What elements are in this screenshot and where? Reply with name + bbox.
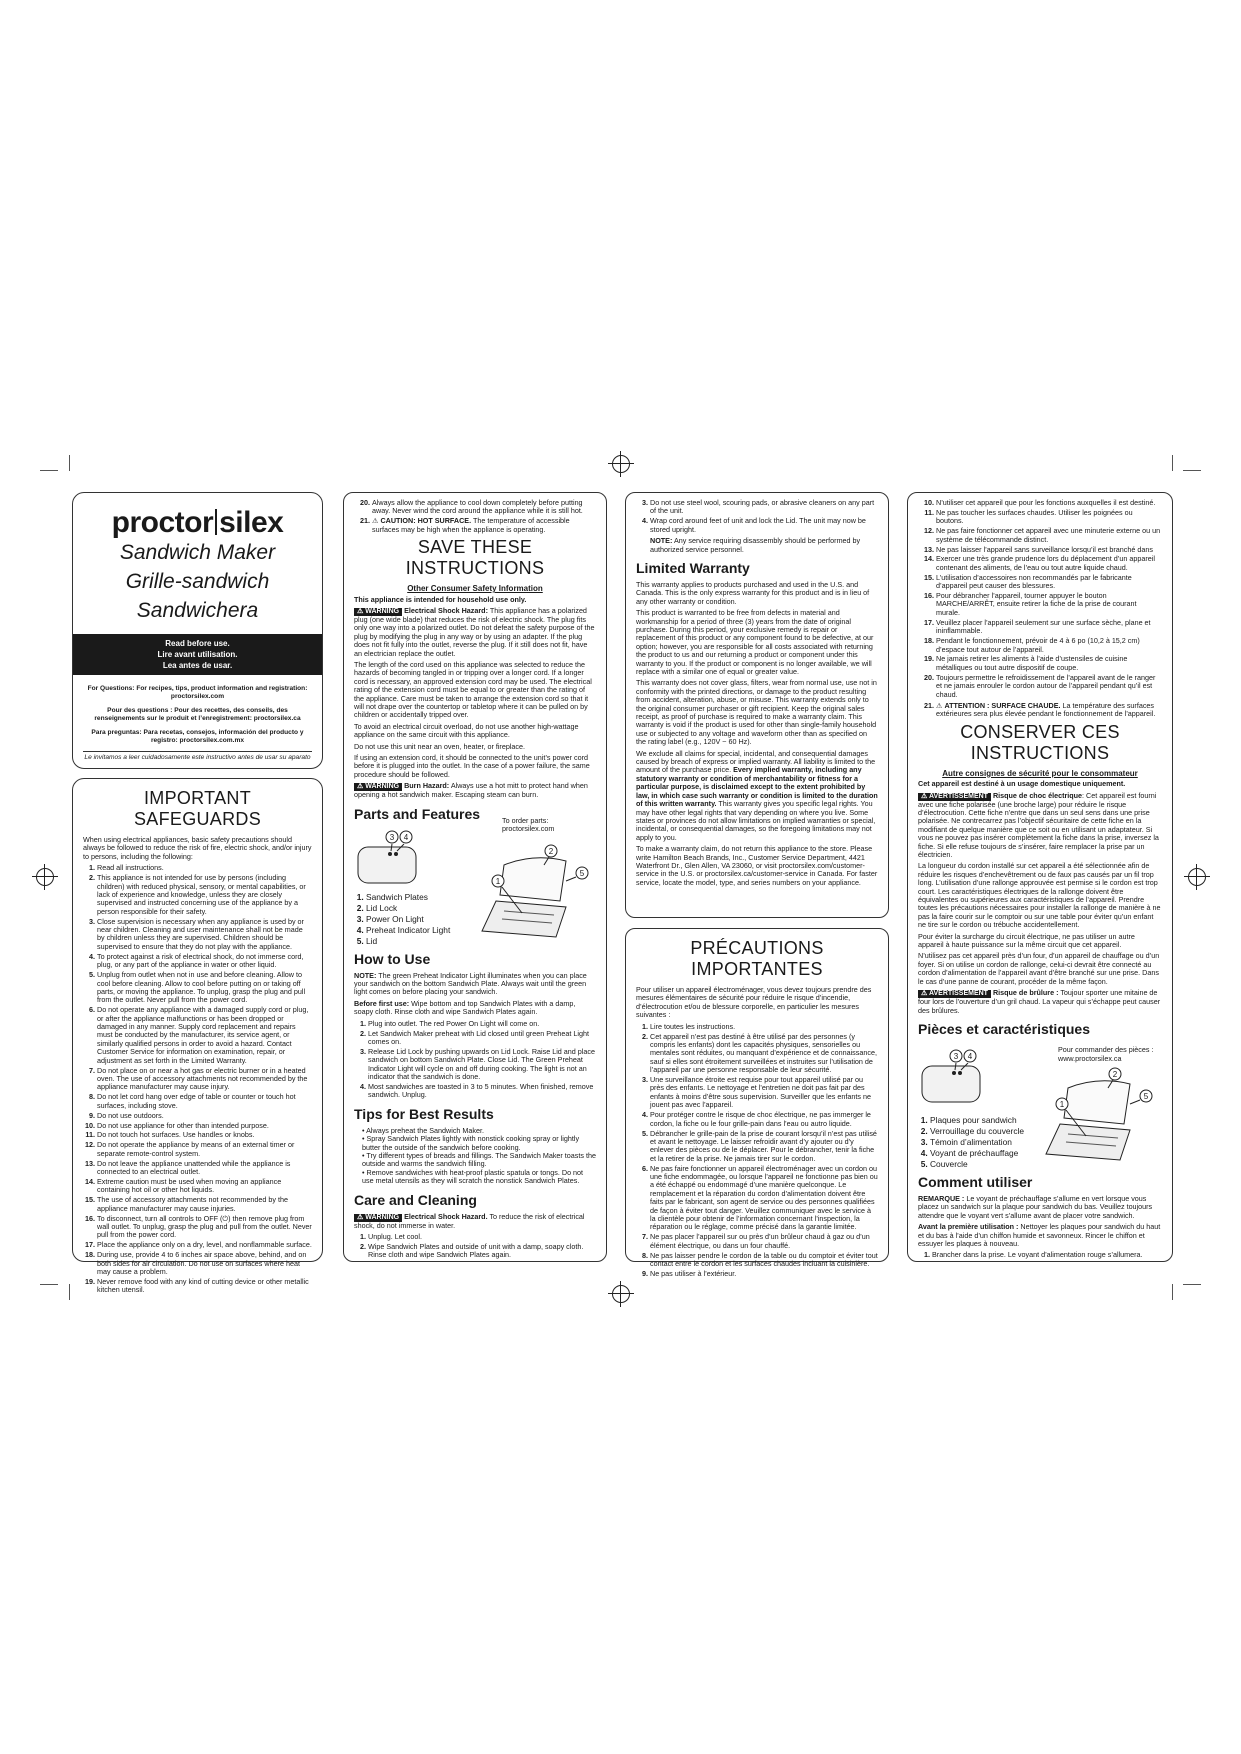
part-item-fr: 5. Couvercle (930, 1160, 1024, 1170)
part-item: 3. Power On Light (366, 915, 450, 925)
care-step: 4. Wrap cord around feet of unit and lock the Lid. The unit may now be stored upright. (650, 517, 878, 534)
hot-surface-text: The temperature of accessible surfaces may be high when the appliance is operating. (372, 516, 570, 534)
care-warning-text: To reduce the risk of electrical shock, do not immerse in water. (354, 1211, 585, 1230)
safeguard-item: 6. Do not operate any appliance with a damaged supply cord or plug, or after the appliance malfunctions or has been dropped or damaged in any manner. Supply cord replacement and repairs must be conducted by the manufacturer, its service agent, or similarly qualified persons in order to avoid a hazard. Contact Customer Service for information on examination, repair, or adjustment as set forth in the Limited Warranty. (97, 1006, 312, 1065)
warranty-p4a: We exclude all claims for special, incidental, and consequential damages caused by breach of express or implied warranty. All liability is limited to the amount of the purchase price. (636, 748, 876, 775)
hot-surface-icon: ⚠ (372, 516, 379, 526)
precautions-intro: Pour utiliser un appareil électroménager, vous devez toujours prendre des mesures élémentaires de sécurité pour réduire le risque d’incendie, d’électrocution et/ou de blessure corporelle, en particulier les mesures suivantes : (636, 985, 872, 1020)
shock-hazard-label: Electrical Shock Hazard: (404, 605, 488, 615)
tips-list (354, 1127, 596, 1186)
shock-hazard-text: This appliance has a polarized plug (one wide blade) that reduces the risk of electric shock. The plug fits only one way into a polarized outlet. Do not defeat the safety purpose of the plug by modifying the plug in any way or by using an adapter. If the plug does not fit fully into the outlet, reverse the plug. If it still does not fit, have an electrician replace the outlet. (354, 605, 595, 658)
tip-item: • Always preheat the Sandwich Maker. (362, 1127, 596, 1135)
conserver-title: CONSERVER CES INSTRUCTIONS (960, 721, 1120, 763)
safeguard-item-21 (372, 517, 596, 534)
how-to-steps (354, 1020, 596, 1100)
warranty-p4 (636, 750, 878, 842)
read-before-use-banner (73, 634, 322, 675)
precaution-item: 19. Ne jamais retirer les aliments à l’aide d’ustensiles de cuisine métalliques ou tout autre dispositif de coupe. (936, 655, 1162, 672)
precaution-item: 10. N’utiliser cet appareil que pour les fonctions auxquelles il est destiné. (936, 499, 1162, 507)
first-use-paragraph (354, 1000, 596, 1017)
safeguard-item: 3. Close supervision is necessary when any appliance is used by or near children. Cleaning and user maintenance shall not be made by children unless they are supervised. Children should be supervised to ensure that they do not play with the appliance. (97, 918, 312, 952)
base-plate-drawing (1046, 1124, 1130, 1160)
parts-diagram-fr (918, 1042, 1162, 1168)
precaution-item: 8. Ne pas laisser pendre le cordon de la table ou du comptoir et éviter tout contact entre le cordon et les surfaces chaudes incluant la cuisinière. (650, 1252, 878, 1269)
order-parts-url-fr[interactable]: www.proctorsilex.ca (1058, 1053, 1122, 1063)
preheat-light-drawing (394, 852, 398, 856)
warning-badge: ⚠ WARNING (354, 783, 402, 791)
spanish-note: Le invitamos a leer cuidadosamente este instructivo antes de usar su aparato (83, 751, 312, 762)
service-note (636, 537, 878, 554)
step-item: 3. Release Lid Lock by pushing upwards on Lid Lock. Raise Lid and place sandwich on bottom Sandwich Plate. Close Lid. The Green Preheat Indicator Light will cycle on and off during cooking. The light is not an indicator that the sandwich is done. (368, 1048, 596, 1082)
closed-unit-drawing (922, 1066, 980, 1102)
part-item-fr: 1. Plaques pour sandwich (930, 1116, 1024, 1126)
preheat-light-drawing (958, 1071, 962, 1075)
brand-right: silex (219, 506, 284, 539)
part-item-fr: 2. Verrouillage du couvercle (930, 1127, 1024, 1137)
remarque-text: Le voyant de préchauffage s’allume en vert lorsque vous placez un sandwich sur la plaque pour sandwich du bas. Veuillez toujours attendre que le voyant vert s’allume avant de placer votre sandwich. (918, 1193, 1153, 1220)
hot-surface-label-fr: ATTENTION : SURFACE CHAUDE. (944, 700, 1061, 710)
safeguard-item: 5. Unplug from outlet when not in use and before cleaning. Allow to cool before cleaning. Allow to cool before putting on or taking off parts, or moving the appliance. To unplug, grasp the plug and pull from the outlet. Never pull from the power cord. (97, 971, 312, 1005)
precaution-item: 9. Ne pas utiliser à l’extérieur. (650, 1270, 878, 1278)
part-item-fr: 4. Voyant de préchauffage (930, 1149, 1024, 1159)
tips-title: Tips for Best Results (354, 1105, 494, 1122)
precaution-item: 15. L’utilisation d’accessoires non recommandés par le fabricante d’appareil peut causer des blessures. (936, 574, 1162, 591)
base-plate-drawing (482, 901, 566, 937)
precaution-item: 3. Une surveillance étroite est requise pour tout appareil utilisé par ou près des enfants. Le nettoyage et l’entretien ne doit pas fait par des enfants à moins d’être sous supervision. Surveiller que les enfants ne jouent pas avec l’appareil. (650, 1076, 878, 1110)
power-light-drawing (388, 852, 392, 856)
precaution-item: 12. Ne pas faire fonctionner cet appareil avec une minuterie externe ou un système de télécommande distinct. (936, 527, 1162, 544)
questions-es: Para preguntas: Para recetas, consejos, información del producto y registro: proctorsilex.com.mx (91, 729, 304, 744)
other-safety-title: Other Consumer Safety Information (407, 584, 543, 594)
safeguards-intro: When using electrical appliances, basic safety precautions should always be followed to reduce the risk of fire, electric shock, and/or injury to persons, including the following: (83, 835, 312, 861)
safeguard-item: 7. Do not place on or near a hot gas or electric burner or in a heated oven. The use of accessory attachments not recommended by the appliance manufacturer may cause injury. (97, 1067, 312, 1092)
warning-badge: ⚠ WARNING (354, 608, 402, 616)
precaution-item: 4. Pour protéger contre le risque de choc électrique, ne pas immerger le cordon, la fiche ou le four grille-pain dans l’eau ou autro liquide. (650, 1111, 878, 1128)
registration-mark (36, 868, 54, 886)
safeguard-item: 17. Place the appliance only on a dry, level, and nonflammable surface. (97, 1241, 312, 1249)
how-to-steps-fr (918, 1251, 1162, 1259)
pieces-title: Pièces et caractéristiques (918, 1020, 1090, 1037)
warranty-p5: To make a warranty claim, do not return this appliance to the store. Please write Hamilton Beach Brands, Inc., Customer Service Department, 4421 Waterfront Dr., Glen Allen, VA 23060, or visit proctorsilex.com/customer-service in the U.S. or proctorsilex.ca/customer-service in Canada. For faster service, locate the model, type, and series numbers on your appliance. (636, 844, 878, 887)
safeguard-item: 9. Do not use outdoors. (97, 1112, 312, 1120)
warning-label: WARNING (365, 783, 400, 791)
first-use-text-fr: Nettoyer les plaques pour sandwich du haut et du bas à l’aide d’un chiffon humide et savonneux. Rincer le chiffon et essuyer les plaques à nouveau. (918, 1222, 1161, 1248)
callout-5-label: 5 (579, 868, 585, 878)
precaution-item: 1. Lire toutes les instructions. (650, 1023, 878, 1031)
callout-4-label: 4 (967, 1051, 973, 1061)
precaution-item: 7. Ne pas placer l’appareil sur ou près d’un brûleur chaud à gaz ou d’un élément électrique, ou dans un four chauffé. (650, 1233, 878, 1250)
care-steps-continued (636, 499, 878, 534)
callout-5-label: 5 (1143, 1091, 1149, 1101)
safeguards-continued (354, 499, 596, 534)
crop-mark (40, 470, 58, 471)
closed-unit-drawing (358, 847, 416, 883)
near-heat-paragraph-fr: N’utilisez pas cet appareil près d’un four, d’un appareil de chauffage ou d’un foyer. Si on utilise un cordon de rallonge, celui-ci devrait être connecté au cordon d’alimentation de l’appareil avant d’être branché sur une prise. Dans le cas d’une panne de courant, procéder de la même façon. (918, 951, 1160, 986)
warranty-title: Limited Warranty (636, 559, 750, 576)
questions-fr: Pour des questions : Pour des recettes, des conseils, des renseignements sur le produit et l’enregistrement: proctorsilex.ca (94, 707, 301, 722)
part-item: 5. Lid (366, 937, 450, 947)
warning-label-fr: AVERTISSEMENT (928, 990, 988, 998)
safeguard-item: 8. Do not let cord hang over edge of table or counter or touch hot surfaces, including stove. (97, 1093, 312, 1110)
open-lid-drawing (500, 857, 566, 900)
tip-item: • Spray Sandwich Plates lightly with nonstick cooking spray or lightly butter the outside of the sandwich before cooking. (362, 1135, 596, 1152)
care-steps (354, 1233, 596, 1260)
instructions-panel-en (343, 492, 607, 1262)
callout-2-label: 2 (548, 846, 554, 856)
read-en: Read before use. (165, 639, 230, 648)
burn-label-fr: Risque de brûlure : (992, 988, 1059, 998)
product-name-en: Sandwich Maker (119, 541, 276, 564)
warranty-p1: This warranty applies to products purchased and used in the U.S. and Canada. This is the only express warranty for this product and is in lieu of any other warranty or condition. (636, 579, 870, 606)
first-use-paragraph-fr (918, 1223, 1162, 1248)
safeguard-item: 15. The use of accessory attachments not recommended by the appliance manufacturer may cause injuries. (97, 1196, 312, 1213)
cord-length-paragraph: The length of the cord used on this appliance was selected to reduce the hazards of becoming tangled in or tripping over a longer cord. If a longer cord is necessary, an approved extension cord may be used. The electrical rating of the extension cord must be equal to or greater than the rating of the appliance. Care must be taken to arrange the extension cord so that it will not drape over the countertop or tabletop where it can be pulled on by children or accidentally tripped over. (354, 659, 592, 720)
first-use-label-fr: Avant la première utilisation : (918, 1222, 1019, 1232)
safeguard-item: 2. This appliance is not intended for use by persons (including children) with reduced physical, sensory, or mental capabilities, or lack of experience and knowledge, unless they are closely supervised and instructed concerning use of the appliance by a person responsible for their safety. (97, 874, 312, 916)
callout-3-label: 3 (389, 832, 395, 842)
shock-paragraph-fr (918, 792, 1162, 860)
logo-divider (215, 509, 217, 535)
crop-mark (1172, 455, 1173, 471)
registration-mark (612, 455, 630, 473)
safeguards-title: IMPORTANT SAFEGUARDS (133, 788, 262, 829)
product-name-fr: Grille-sandwich (125, 570, 270, 593)
save-instructions-title: SAVE THESE INSTRUCTIONS (405, 537, 545, 579)
open-lid-drawing (1064, 1081, 1130, 1124)
precautions-list (636, 1023, 878, 1279)
warranty-p3: This warranty does not cover glass, filters, wear from normal use, use not in conformity with the printed directions, or damage to the product resulting from accident, alteration, abuse, or misuse. This warranty extends only to the original consumer purchaser or gift recipient. Keep the original sales receipt, as proof of purchase is required to make a warranty claim. This warranty is void if the product is used for other than single-family household use or subjected to any voltage and waveform other than as specified on the rating label (e.g., 120V ~ 60 Hz). (636, 678, 877, 747)
hot-surface-label: CAUTION: HOT SURFACE. (380, 516, 472, 526)
note-text: The green Preheat Indicator Light illuminates when you can place your sandwich on the bottom Sandwich Plate. Always wait until the green light comes on before placing your sandwich. (354, 970, 587, 997)
safeguard-item: 1. Read all instructions. (97, 864, 312, 872)
tip-item: • Try different types of breads and fillings. The Sandwich Maker toasts the outside and warms the sandwich filling. (362, 1152, 596, 1169)
how-to-use-title: How to Use (354, 950, 431, 967)
precaution-item: 14. Exercer une très grande prudence lors du déplacement d’un appareil contenant des aliments, de l’eau ou tout autre liquide chaud. (936, 555, 1162, 572)
warranty-p4b: Every implied warranty, including any statutory warranty or condition of merchantability or fitness for a particular purpose, is disclaimed except to the extent prohibited by law, in which case such warranty or condition is limited to the duration of this written warranty. (636, 765, 878, 809)
hot-surface-icon: ⚠ (936, 700, 943, 710)
domestic-only: Cet appareil est destiné à un usage domestique uniquement. (918, 779, 1126, 789)
care-warning-label: Electrical Shock Hazard. (404, 1211, 488, 1221)
warranty-panel (625, 492, 889, 918)
safeguard-item: 12. Do not operate the appliance by means of an external timer or separate remote-control system. (97, 1141, 312, 1158)
precaution-item: 18. Pendant le fonctionnement, prévoir de 4 à 6 po (10,2 à 15,2 cm) d’espace tout autour de l’appareil. (936, 637, 1162, 654)
care-step: 3. Do not use steel wool, scouring pads, or abrasive cleaners on any part of the unit. (650, 499, 878, 516)
precaution-item: 2. Cet appareil n’est pas destiné à être utilisé par des personnes (y compris les enfants) dont les capacités physiques, sensorielles ou mentales sont réduites, ou manquant d’expérience et de connaissance, sauf si elles sont étroitement surveillées et instruites sur l’utilisation de l’appareil par une personne responsable de leur sécurité. (650, 1033, 878, 1075)
care-step: 1. Unplug. Let cool. (368, 1233, 596, 1241)
brand-logo (83, 506, 312, 539)
household-only: This appliance is intended for household use only. (354, 594, 527, 604)
callout-4-label: 4 (403, 832, 409, 842)
crop-mark (69, 455, 70, 471)
callout-2-label: 2 (1112, 1069, 1118, 1079)
step-item: 2. Let Sandwich Maker preheat with Lid closed until green Preheat Light comes on. (368, 1030, 596, 1047)
precautions-item-21 (918, 702, 1162, 719)
order-parts-fr (1058, 1046, 1153, 1063)
precaution-item: 17. Veuillez placer l’appareil seulement sur une surface sèche, plane et ininflammable. (936, 619, 1162, 636)
first-use-label: Before first use: (354, 998, 410, 1008)
parts-list (354, 893, 450, 948)
warning-label: WARNING (365, 607, 400, 615)
order-parts-label-fr: Pour commander des pièces : (1058, 1044, 1154, 1054)
safeguard-item: 18. During use, provide 4 to 6 inches air space above, behind, and on both sides for air circulation. Do not use on surfaces where heat may cause a problem. (97, 1251, 312, 1276)
safeguard-item-20: 20. Always allow the appliance to cool down completely before putting away. Never wind the cord around the appliance while it is still hot. (372, 499, 596, 516)
precautions-panel (625, 928, 889, 1278)
registration-mark (1188, 868, 1206, 886)
brand-left: proctor (111, 506, 214, 539)
precaution-item: 20. Toujours permettre le refroidissement de l’appareil avant de le ranger et ne jamais enrouler le cordon autour de l’appareil pendant qu’il est chaud. (936, 674, 1162, 699)
burn-text-fr: Toujour sporter une mitaine de four lors de l’ouverture d’un gril chaud. La vapeur qui s’échappe peut causer des brûlures. (918, 988, 1161, 1015)
safeguard-item: 10. Do not use appliance for other than intended purpose. (97, 1122, 312, 1130)
warning-badge-fr: ⚠ AVERTISSEMENT (918, 990, 991, 998)
precaution-item: 6. Ne pas faire fonctionner un appareil électroménager avec un cordon ou une fiche endommagée, ou lorsque l’appareil ne fonctionne pas bien ou a été échappé ou endommagé d’une manière quelconque. Le remplacement et la réparation du cordon d’alimentation doivent être faits par le fabricant, son agent de service ou des personnes qualifiées de façon à éviter tout danger. Veuillez communiquer avec le service à la clientèle pour obtenir de l’information concernant l’inspection, la réparation ou le réglage, comme précisé dans la garantie limitée. (650, 1165, 878, 1232)
burn-paragraph-fr (918, 989, 1162, 1015)
crop-mark (40, 1284, 58, 1285)
service-note-label: NOTE: (650, 536, 673, 546)
extension-cord-paragraph: If using an extension cord, it should be connected to the unit’s power cord before it is plugged into the outlet. In the case of a power failure, the same procedure should be followed. (354, 753, 590, 779)
shock-hazard-paragraph (354, 607, 596, 658)
order-parts-label: To order parts: (502, 815, 549, 825)
crop-mark (1172, 1284, 1173, 1300)
overload-paragraph-fr: Pour éviter la surcharge du circuit électrique, ne pas utiliser un autre appareil à haute puissance sur la même circuit que cet appareil. (918, 931, 1135, 950)
first-use-text: Wipe bottom and top Sandwich Plates with a damp, soapy cloth. Rinse cloth and wipe Sandwich Plates again. (354, 998, 576, 1017)
tip-item: • Remove sandwiches with heat-proof plastic spatula or tongs. Do not use metal utensils as they will scratch the nonstick Sandwich Plates. (362, 1169, 596, 1186)
product-name-es: Sandwichera (136, 599, 259, 622)
care-title: Care and Cleaning (354, 1191, 477, 1208)
registration-mark (612, 1285, 630, 1303)
note-label: NOTE: (354, 970, 377, 980)
step-item: 4. Most sandwiches are toasted in 3 to 5 minutes. When finished, remove sandwich. Unplug. (368, 1083, 596, 1100)
step-item: 1. Plug into outlet. The red Power On Light will come on. (368, 1020, 596, 1028)
care-step: 2. Wipe Sandwich Plates and outside of unit with a damp, soapy cloth. Rinse cloth and wipe Sandwich Plates again. (368, 1243, 596, 1260)
shock-text-fr: : Cet appareil est fourni avec une fiche polarisée (une broche large) pour réduire le risque d’électrocution. Cette fiche n’entre que dans un seul sens dans une prise polarisée. Ne contrecarrez pas l’objectif sécuritaire de cette fiche en la modifiant de quelque manière que ce soit ou en utilisant un adaptateur. Si vous ne pouvez pas insérer complètement la fiche dans la prise, inversez la fiche. Si elle refuse toujours de s’insérer, faire remplacer la prise par un électricien. (918, 790, 1159, 859)
callout-1-label: 1 (495, 876, 501, 886)
part-item-fr: 3. Témoin d’alimentation (930, 1138, 1024, 1148)
burn-hazard-label: Burn Hazard: (404, 781, 450, 791)
read-fr: Lire avant utilisation. (157, 650, 238, 659)
cord-paragraph-fr: La longueur du cordon installé sur cet appareil a été sélectionnée afin de réduire les risques d’enchevêtrement ou de faux pas causés par un fil trop long. L’utilisation d’une rallonge approuvée est permise si le cordon est trop court. Les caractéristiques électriques de la rallonge doivent être équivalentes ou supérieures aux caractéristiques de l’appareil. Prendre toutes les précautions nécessaires pour installer la rallonge de manière à ne pas la faire courir sur le comptoir ou sur une table pour éviter qu’un enfant ne tire sur le cordon ou trébuche accidentellement. (918, 861, 1161, 930)
warning-badge: ⚠ WARNING (354, 1214, 402, 1222)
burn-hazard-text: Always use a hot mitt to protect hand when opening a hot sandwich maker. Escaping steam can burn. (354, 781, 588, 800)
care-warning (354, 1213, 596, 1230)
part-item: 1. Sandwich Plates (366, 893, 450, 903)
crop-mark (69, 1284, 70, 1300)
warning-label: WARNING (365, 1213, 400, 1221)
service-note-text: Any service requiring disassembly should be performed by authorized service personnel. (650, 536, 861, 554)
safeguard-item: 19. Never remove food with any kind of cutting device or other metallic kitchen utensil. (97, 1278, 312, 1295)
read-es: Lea antes de usar. (162, 661, 233, 670)
autres-consignes-title: Autre consignes de sécurité pour le consommateur (942, 768, 1138, 778)
parts-list-fr (918, 1116, 1024, 1171)
safeguards-list (83, 864, 312, 1295)
remarque-label: REMARQUE : (918, 1193, 965, 1203)
overload-paragraph: To avoid an electrical circuit overload, do not use another high-wattage appliance on the same circuit with this appliance. (354, 721, 579, 740)
safeguard-item: 4. To protect against a risk of electrical shock, do not immerse cord, plug, or any part of the appliance in water or other liquid. (97, 953, 312, 970)
remarque-paragraph (918, 1195, 1162, 1220)
power-light-drawing (952, 1071, 956, 1075)
order-parts-url[interactable]: proctorsilex.com (502, 824, 555, 834)
crop-mark (1183, 470, 1201, 471)
safeguard-item: 11. Do not touch hot surfaces. Use handles or knobs. (97, 1131, 312, 1139)
precautions-title: PRÉCAUTIONS IMPORTANTES (690, 938, 824, 979)
hot-surface-text-fr: La température des surfaces extérieures sera plus élevée pendant le fonctionnement de l’appareil. (936, 700, 1156, 719)
safeguards-panel (72, 778, 323, 1295)
instructions-panel-fr (907, 492, 1173, 1262)
precaution-item: 16. Pour débrancher l’appareil, tourner appuyer le bouton MARCHE/ARRÊT, ensuite retirer la fiche de la prise de courant murale. (936, 592, 1162, 617)
precaution-item-21 (936, 702, 1162, 719)
precaution-item: 5. Débrancher le grille-pain de la prise de courant lorsqu’il n’est pas utilisé et avant le nettoyage. Le laisser refroidir avant d’y ajouter ou d’y enlever des pièces ou de le déplacer. Pour le débrancher, tenir la fiche et la retirer de la prise. Ne jamais tirer sur le cordon. (650, 1130, 878, 1164)
precaution-item: 13. Ne pas laisser l’appareil sans surveillance lorsqu’il est branché dans (936, 546, 1162, 554)
warranty-p4c: This warranty gives you specific legal rights. You may have other legal rights that vary depending on where you live. Some states or provinces do not allow limitations on implied warranties or special, incidental, or consequential damages, so the foregoing limitations may not apply to you. (636, 799, 876, 842)
precautions-continued (918, 499, 1162, 699)
note-paragraph (354, 972, 596, 997)
safeguard-item: 16. To disconnect, turn all controls to OFF (⏻) then remove plug from wall outlet. To unplug, grasp the plug and pull from the outlet. Never pull from the power cord. (97, 1215, 312, 1240)
parts-diagram (354, 815, 596, 947)
parts-features-title: Parts and Features (354, 805, 481, 822)
comment-utiliser-title: Comment utiliser (918, 1173, 1033, 1190)
part-item: 4. Preheat Indicator Light (366, 926, 450, 936)
warranty-p2: This product is warranted to be free from defects in material and workmanship for a period of three (3) years from the date of original purchase. During this period, your exclusive remedy is repair or replacement of this product or any component found to be defective, at our option; however, you are responsible for all costs associated with returning the product to us and our returning a product or component under this warranty to you. If the product or component is no longer available, we will replace with a similar one of equal or greater value. (636, 608, 874, 676)
callout-line (1130, 1100, 1140, 1104)
safeguard-item: 13. Do not leave the appliance unattended while the appliance is connected to an electrical outlet. (97, 1160, 312, 1177)
precaution-item: 11. Ne pas toucher les surfaces chaudes. Utiliser les poignées ou boutons. (936, 509, 1162, 526)
callout-1-label: 1 (1059, 1099, 1065, 1109)
part-item: 2. Lid Lock (366, 904, 450, 914)
burn-hazard-paragraph (354, 782, 596, 799)
step-1-fr: 1. Brancher dans la prise. Le voyant d’alimentation rouge s’allumera. (932, 1251, 1162, 1259)
crop-mark (1183, 1284, 1201, 1285)
warning-label-fr: AVERTISSEMENT (928, 792, 988, 800)
shock-label-fr: Risque de choc électrique (992, 790, 1083, 800)
questions-en: For Questions: For recipes, tips, product information and registration: proctorsilex.com (87, 685, 308, 700)
cover-panel (72, 492, 323, 769)
callout-3-label: 3 (953, 1051, 959, 1061)
callout-line (566, 877, 576, 881)
near-heat-paragraph: Do not use this unit near an oven, heater, or fireplace. (354, 741, 526, 751)
warning-badge-fr: ⚠ AVERTISSEMENT (918, 793, 991, 801)
safeguard-item: 14. Extreme caution must be used when moving an appliance containing hot oil or other hot liquids. (97, 1178, 312, 1195)
order-parts (502, 817, 554, 834)
